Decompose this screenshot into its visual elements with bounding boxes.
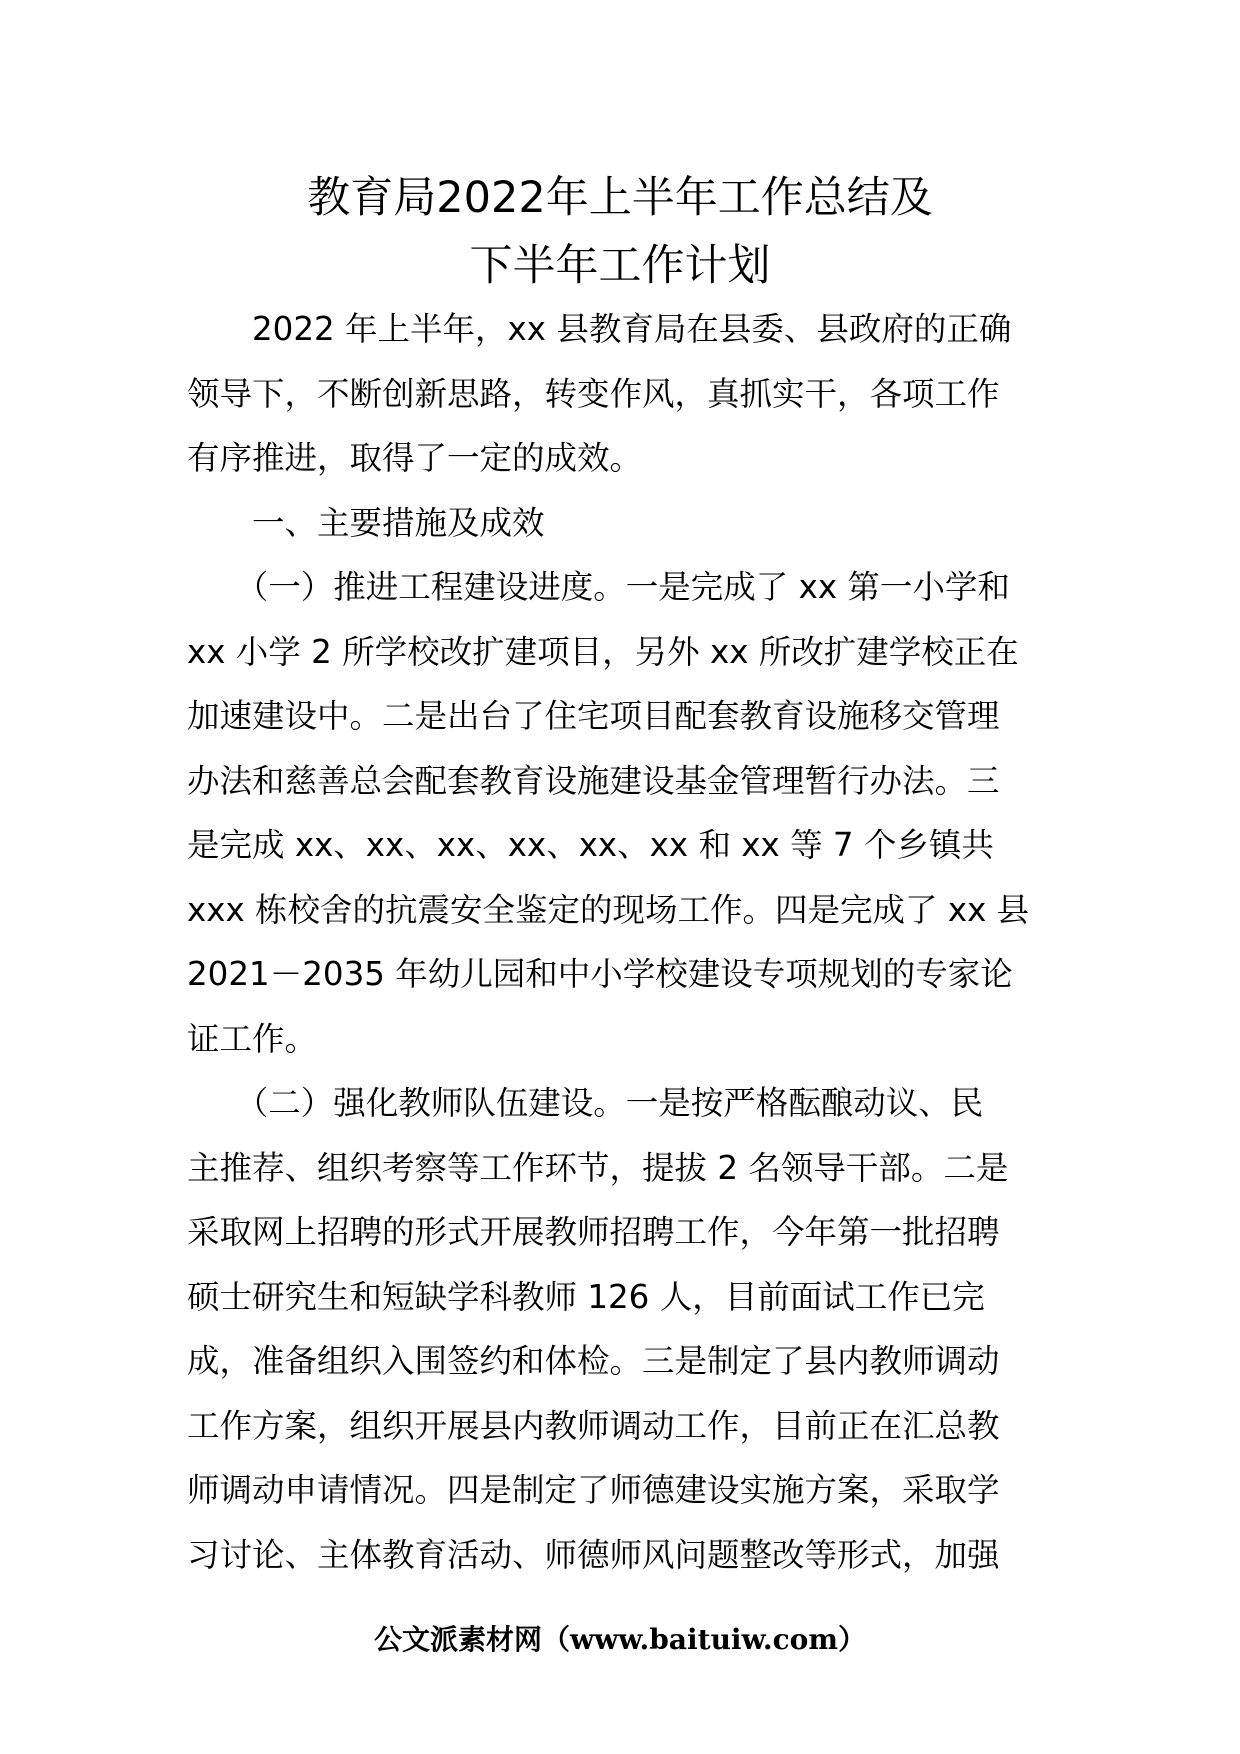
body-line-3: 有序推进，取得了一定的成效。 <box>187 439 643 477</box>
document-body <box>187 297 1057 1587</box>
section-heading-1: 一、主要措施及成效 <box>187 503 545 542</box>
body-line-17: 成，准备组织入围签约和体检。三是制定了县内教师调动 <box>187 1342 1000 1380</box>
body-line-10: xxx 栋校舍的抗震安全鉴定的现场工作。四是完成了 xx 县 <box>187 890 1030 929</box>
body-line-19: 师调动申请情况。四是制定了师德建设实施方案，采取学 <box>187 1471 1000 1509</box>
body-line-2: 领导下，不断创新思路，转变作风，真抓实干，各项工作 <box>187 374 1000 413</box>
body-line-14: 主推荐、组织考察等工作环节，提拔 2 名领导干部。二是 <box>187 1148 1009 1187</box>
body-line-16: 硕士研究生和短缺学科教师 126 人，目前面试工作已完 <box>187 1277 985 1316</box>
body-line-13: （二）强化教师队伍建设。一是按严格酝酿动议、民 <box>187 1084 984 1122</box>
body-line-9: 是完成 xx、xx、xx、xx、xx、xx 和 xx 等 7 个乡镇共 <box>187 826 994 864</box>
body-line-20: 习讨论、主体教育活动、师德师风问题整改等形式，加强 <box>187 1535 1000 1574</box>
body-line-7: 加速建设中。二是出台了住宅项目配套教育设施移交管理 <box>187 697 1000 735</box>
document-title-line-2: 下半年工作计划 <box>469 241 771 291</box>
body-line-15: 采取网上招聘的形式开展教师招聘工作，今年第一批招聘 <box>187 1213 1000 1251</box>
body-line-12: 证工作。 <box>187 1019 318 1058</box>
page-footer-watermark: 公文派素材网（www.baituiw.com） <box>374 1623 866 1656</box>
body-line-5: （一）推进工程建设进度。一是完成了 xx 第一小学和 <box>187 568 1010 606</box>
body-line-11: 2021－2035 年幼儿园和中小学校建设专项规划的专家论 <box>187 955 1013 993</box>
body-line-1: 2022 年上半年，xx 县教育局在县委、县政府的正确 <box>187 310 1012 348</box>
body-line-6: xx 小学 2 所学校改扩建项目，另外 xx 所改扩建学校正在 <box>187 632 1019 671</box>
body-line-18: 工作方案，组织开展县内教师调动工作，目前正在汇总教 <box>187 1406 1000 1445</box>
body-line-8: 办法和慈善总会配套教育设施建设基金管理暂行办法。三 <box>187 761 1000 800</box>
document-title-line-1: 教育局2022年上半年工作总结及 <box>307 173 933 223</box>
